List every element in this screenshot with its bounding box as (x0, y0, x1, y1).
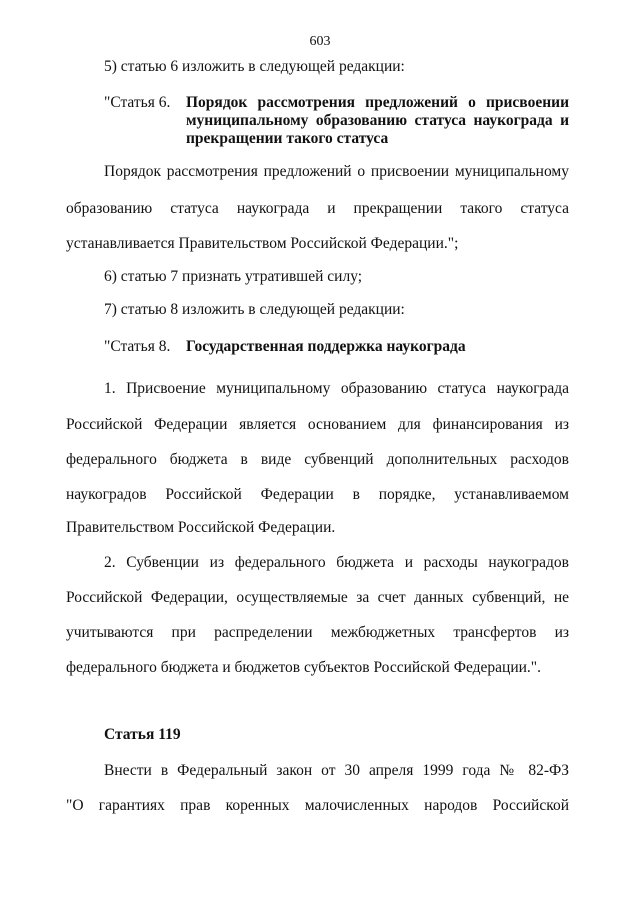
article-6-label: "Статья 6. (104, 94, 171, 111)
article-6-body-line: Порядок рассмотрения предложений о присвоении муниципальному (104, 163, 569, 180)
article-6-title-line: Порядок рассмотрения предложений о присвоении (186, 94, 569, 111)
article-8-paragraph-2-line: учитываются при распределении межбюджетных трансфертов из (66, 624, 569, 641)
article-6-title-line: прекращении такого статуса (186, 130, 389, 147)
article-8-title: Государственная поддержка наукограда (186, 338, 466, 355)
article-8-paragraph-2-line: Российской Федерации, осуществляемые за счет данных субвенций, не (66, 589, 569, 606)
article-8-paragraph-1-line: федерального бюджета в виде субвенций дополнительных расходов (66, 451, 569, 468)
article-8-paragraph-1-line: наукоградов Российской Федерации в порядке, устанавливаемом (66, 486, 569, 503)
list-item-7: 7) статью 8 изложить в следующей редакции: (104, 301, 405, 318)
article-119-line: Внести в Федеральный закон от 30 апреля 1999 года № 82-ФЗ (104, 762, 569, 779)
article-119-line: "О гарантиях прав коренных малочисленных народов Российской (66, 797, 569, 814)
page-number: 603 (309, 34, 331, 49)
article-6-body-line: образованию статуса наукограда и прекращении такого статуса (66, 200, 569, 217)
list-item-6: 6) статью 7 признать утратившей силу; (104, 268, 363, 285)
article-8-paragraph-1-line: Правительством Российской Федерации. (66, 519, 336, 536)
article-8-paragraph-1-line: 1. Присвоение муниципальному образованию статуса наукограда (104, 380, 569, 397)
article-8-label: "Статья 8. (104, 338, 171, 355)
article-119-heading: Статья 119 (104, 726, 181, 743)
article-6-body-line: устанавливается Правительством Российской Федерации."; (66, 235, 459, 252)
article-6-title-line: муниципальному образованию статуса наукограда и (186, 112, 569, 129)
article-8-paragraph-2-line: 2. Субвенции из федерального бюджета и расходы наукоградов (104, 554, 569, 571)
article-8-paragraph-1-line: Российской Федерации является основанием для финансирования из (66, 416, 569, 433)
article-8-paragraph-2-line: федерального бюджета и бюджетов субъектов Российской Федерации.". (66, 659, 541, 676)
list-item-5: 5) статью 6 изложить в следующей редакции: (104, 58, 405, 75)
